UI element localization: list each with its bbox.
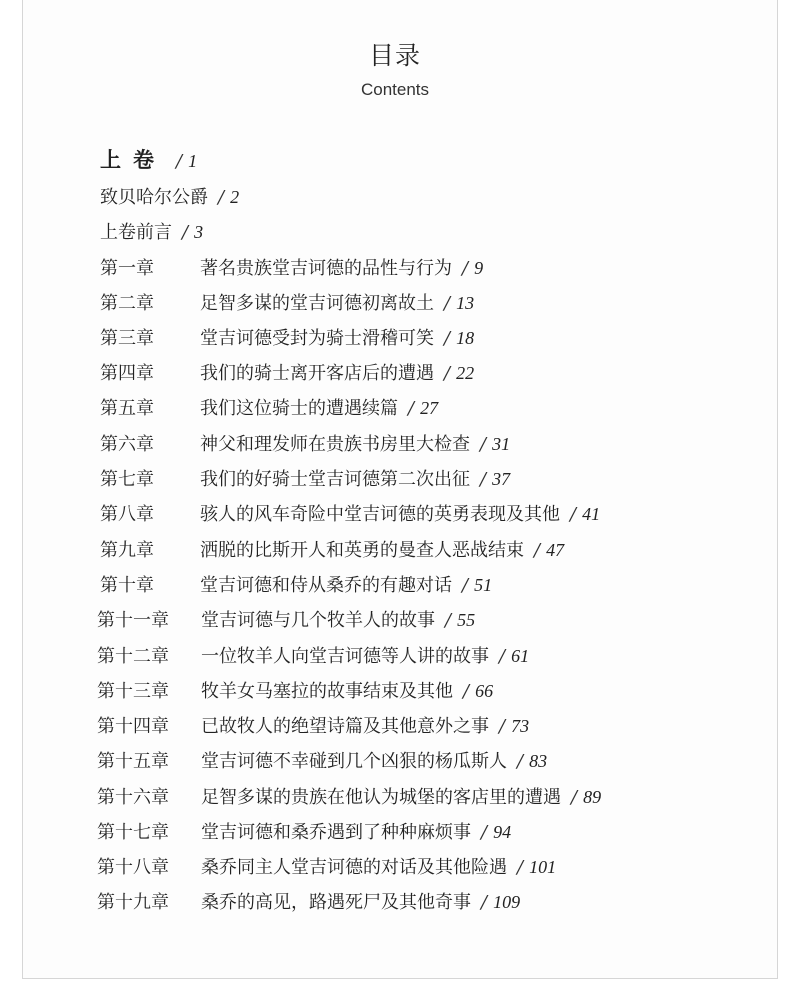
chapter-title: 桑乔的高见，路遇死尸及其他奇事	[201, 892, 471, 913]
chapter-number: 第一章	[100, 258, 154, 279]
page-number: 109	[493, 892, 521, 912]
chapter-number: 第六章	[100, 434, 154, 455]
page-subtitle: Contents	[360, 80, 430, 99]
separator: /	[462, 575, 469, 596]
chapter-number: 第十一章	[97, 610, 169, 631]
separator: /	[444, 363, 451, 384]
page-number: 13	[456, 293, 475, 313]
chapter-title: 骇人的风车奇险中堂吉诃德的英勇表现及其他	[200, 504, 560, 525]
toc-chapter-entry[interactable]	[100, 501, 600, 528]
chapter-title: 一位牧羊人向堂吉诃德等人讲的故事	[201, 646, 489, 667]
chapter-number: 第十八章	[97, 857, 169, 878]
separator: /	[176, 151, 183, 172]
chapter-title: 桑乔同主人堂吉诃德的对话及其他险遇	[201, 857, 507, 878]
page-number: 1	[188, 151, 198, 171]
page-number: 83	[529, 751, 548, 771]
toc-chapter-entry[interactable]	[97, 854, 556, 881]
chapter-title: 牧羊女马塞拉的故事结束及其他	[201, 681, 453, 702]
chapter-title: 堂吉诃德不幸碰到几个凶狠的杨瓜斯人	[201, 751, 507, 772]
page-number: 51	[474, 575, 493, 595]
toc-chapter-entry[interactable]	[100, 395, 438, 422]
entry-title: 致贝哈尔公爵	[100, 187, 208, 208]
page-number: 61	[511, 646, 530, 666]
page-number: 89	[583, 787, 602, 807]
toc-chapter-entry[interactable]	[97, 748, 547, 775]
toc-chapter-entry[interactable]	[97, 784, 601, 811]
separator: /	[182, 222, 189, 243]
separator: /	[481, 892, 488, 913]
page-number: 55	[457, 610, 476, 630]
chapter-number: 第十六章	[97, 787, 169, 808]
chapter-title: 我们的好骑士堂吉诃德第二次出征	[200, 469, 470, 490]
page-number: 2	[230, 187, 240, 207]
toc-chapter-entry[interactable]	[97, 607, 475, 634]
chapter-number: 第十三章	[97, 681, 169, 702]
separator: /	[517, 751, 524, 772]
separator: /	[570, 504, 577, 525]
page-number: 41	[582, 504, 601, 524]
separator: /	[499, 716, 506, 737]
separator: /	[480, 434, 487, 455]
toc-chapter-entry[interactable]	[97, 713, 529, 740]
chapter-number: 第三章	[100, 328, 154, 349]
chapter-title: 堂吉诃德和桑乔遇到了种种麻烦事	[201, 822, 471, 843]
chapter-number: 第四章	[100, 363, 154, 384]
chapter-title: 足智多谋的贵族在他认为城堡的客店里的遭遇	[201, 787, 561, 808]
separator: /	[480, 469, 487, 490]
page-number: 101	[529, 857, 557, 877]
separator: /	[445, 610, 452, 631]
page-number: 9	[474, 258, 484, 278]
page-title: 目录	[368, 41, 421, 70]
chapter-number: 第十七章	[97, 822, 169, 843]
chapter-title: 已故牧人的绝望诗篇及其他意外之事	[201, 716, 489, 737]
toc-chapter-entry[interactable]	[100, 537, 564, 564]
chapter-number: 第十五章	[97, 751, 169, 772]
toc-chapter-entry[interactable]	[100, 290, 474, 317]
separator: /	[444, 293, 451, 314]
toc-chapter-entry[interactable]	[97, 678, 493, 705]
separator: /	[499, 646, 506, 667]
page-number: 3	[194, 222, 204, 242]
toc-chapter-entry[interactable]	[97, 643, 529, 670]
separator: /	[534, 540, 541, 561]
separator: /	[218, 187, 225, 208]
chapter-title: 著名贵族堂吉诃德的品性与行为	[200, 258, 452, 279]
chapter-number: 第二章	[100, 293, 154, 314]
page-number: 73	[511, 716, 530, 736]
separator: /	[571, 787, 578, 808]
chapter-title: 洒脱的比斯开人和英勇的曼查人恶战结束	[200, 540, 524, 561]
separator: /	[517, 857, 524, 878]
chapter-title: 我们的骑士离开客店后的遭遇	[200, 363, 434, 384]
page-number: 18	[456, 328, 475, 348]
chapter-number: 第十四章	[97, 716, 169, 737]
toc-chapter-entry[interactable]	[100, 255, 483, 282]
chapter-title: 堂吉诃德受封为骑士滑稽可笑	[200, 328, 434, 349]
separator: /	[444, 328, 451, 349]
page-number: 66	[475, 681, 494, 701]
chapter-number: 第九章	[100, 540, 154, 561]
toc-chapter-entry[interactable]	[100, 431, 510, 458]
toc-chapter-entry[interactable]	[100, 325, 474, 352]
page-number: 37	[492, 469, 511, 489]
page-number: 27	[420, 398, 439, 418]
page-number: 22	[456, 363, 475, 383]
chapter-number: 第十二章	[97, 646, 169, 667]
toc-chapter-entry[interactable]	[97, 889, 520, 916]
chapter-title: 神父和理发师在贵族书房里大检查	[200, 434, 470, 455]
toc-chapter-entry[interactable]	[100, 572, 492, 599]
chapter-title: 堂吉诃德和侍从桑乔的有趣对话	[200, 575, 452, 596]
page-number: 47	[546, 540, 565, 560]
toc-chapter-entry[interactable]	[100, 466, 510, 493]
chapter-title: 足智多谋的堂吉诃德初离故土	[200, 293, 434, 314]
chapter-number: 第五章	[100, 398, 154, 419]
chapter-number: 第七章	[100, 469, 154, 490]
separator: /	[481, 822, 488, 843]
toc-front-entry[interactable]	[100, 219, 203, 246]
toc-chapter-entry[interactable]	[100, 360, 474, 387]
page-number: 94	[493, 822, 512, 842]
entry-title: 上卷前言	[100, 222, 172, 243]
chapter-number: 第八章	[100, 504, 154, 525]
chapter-title: 堂吉诃德与几个牧羊人的故事	[201, 610, 435, 631]
toc-part-entry[interactable]	[100, 147, 197, 175]
part-label: 上卷	[100, 147, 166, 172]
toc-chapter-entry[interactable]	[97, 819, 511, 846]
page-number: 31	[492, 434, 511, 454]
separator: /	[462, 258, 469, 279]
toc-front-entry[interactable]	[100, 184, 239, 211]
separator: /	[408, 398, 415, 419]
chapter-number: 第十章	[100, 575, 154, 596]
separator: /	[463, 681, 470, 702]
chapter-number: 第十九章	[97, 892, 169, 913]
chapter-title: 我们这位骑士的遭遇续篇	[200, 398, 398, 419]
